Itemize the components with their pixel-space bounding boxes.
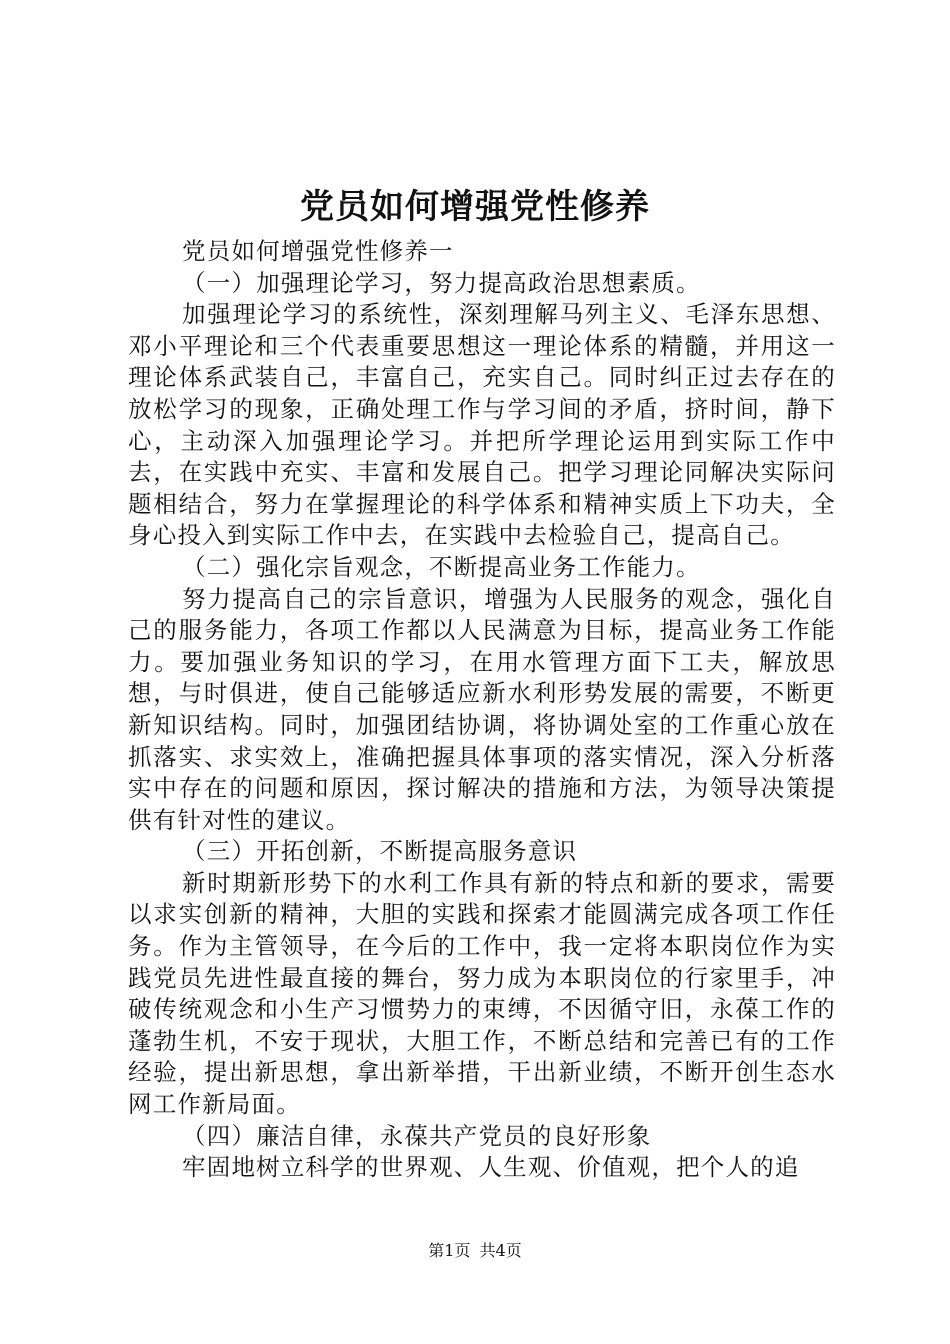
document-body — [128, 236, 836, 1184]
paragraph: 新时期新形势下的水利工作具有新的特点和新的要求，需要以求实创新的精神，大胆的实践和探索才能圆满完成各项工作任务。作为主管领导，在今后的工作中，我一定将本职岗位作为实践党员先进性最直接的舞台，努力成为本职岗位的行家里手，冲破传统观念和小生产习惯势力的束缚，不因循守旧，永葆工作的蓬勃生机，不安于现状，大胆工作，不断总结和完善已有的工作经验，提出新思想，拿出新举措，干出新业绩，不断开创生态水网工作新局面。 — [128, 868, 836, 1119]
page-title: 党员如何增强党性修养 — [300, 187, 650, 227]
page-footer — [0, 1240, 950, 1262]
paragraph-subtitle: 党员如何增强党性修养一 — [182, 237, 454, 265]
section-heading-2: （二）强化宗旨观念，不断提高业务工作能力。 — [182, 552, 701, 581]
paragraph: 牢固地树立科学的世界观、人生观、价值观，把个人的追 — [182, 1153, 800, 1182]
section-heading-4: （四）廉洁自律，永葆共产党员的良好形象 — [182, 1121, 652, 1150]
paragraph: 努力提高自己的宗旨意识，增强为人民服务的观念，强化自己的服务能力，各项工作都以人民满意为目标，提高业务工作能力。要加强业务知识的学习，在用水管理方面下工夫，解放思想，与时俱进，使自己能够适应新水利形势发展的需要，不断更新知识结构。同时，加强团结协调，将协调处室的工作重心放在抓落实、求实效上，准确把握具体事项的落实情况，深入分析落实中存在的问题和原因，探讨解决的措施和方法，为领导决策提供有针对性的建议。 — [128, 584, 836, 834]
page-total: 共4页 — [479, 1241, 522, 1260]
page-number: 第1页 — [428, 1241, 471, 1260]
section-heading-1: （一）加强理论学习，努力提高政治思想素质。 — [182, 268, 701, 297]
section-heading-3: （三）开拓创新，不断提高服务意识 — [182, 837, 578, 866]
paragraph: 加强理论学习的系统性，深刻理解马列主义、毛泽东思想、邓小平理论和三个代表重要思想这一理论体系的精髓，并用这一理论体系武装自己，丰富自己，充实自己。同时纠正过去存在的放松学习的现象，正确处理工作与学习间的矛盾，挤时间，静下心，主动深入加强理论学习。并把所学理论运用到实际工作中去，在实践中充实、丰富和发展自己。把学习理论同解决实际问题相结合，努力在掌握理论的科学体系和精神实质上下功夫，全身心投入到实际工作中去，在实践中去检验自己，提高自己。 — [128, 300, 836, 550]
